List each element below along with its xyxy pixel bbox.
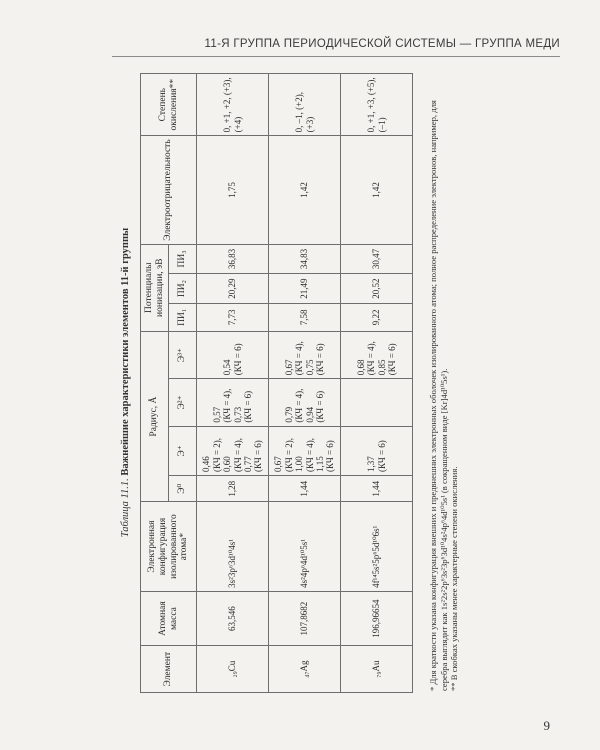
table-caption [120, 70, 131, 695]
cell-element: ₇₉Au [341, 646, 413, 693]
cell-config: 3s²3p⁶3d¹⁰4s¹ [197, 502, 269, 592]
cell-ox: 0, –1, (+2), (+3) [269, 74, 341, 136]
table-row [341, 74, 413, 693]
page-number: 9 [543, 718, 550, 733]
table-row [269, 74, 341, 693]
cell-r0: 1,44 [341, 476, 413, 502]
cell-element: ₂₉Cu [197, 646, 269, 693]
cell-config: 4s²4p⁶4d¹⁰5s¹ [269, 502, 341, 592]
landscape-content [110, 70, 480, 695]
col-header-atomic-mass: Атомная масса [141, 591, 197, 645]
caption-title: Важнейшие характеристики элементов 11-й группы [120, 227, 131, 476]
cell-i1: 7,73 [197, 303, 269, 331]
cell-r3: 0,68 (КЧ = 4), 0,85 (КЧ = 6) [341, 331, 413, 378]
cell-mass: 63,546 [197, 591, 269, 645]
cell-i3: 34,83 [269, 244, 341, 274]
table-footnotes [428, 81, 460, 691]
col-header-radius: Радиус, Å [141, 331, 169, 502]
cell-i2: 21,49 [269, 274, 341, 304]
cell-mass: 107,8682 [269, 591, 341, 645]
col-header-element: Элемент [141, 646, 197, 693]
footnote-config: * Для краткости указана конфигурация внешних и предвнешних электронных оболочек изолированного атома; полное распределение электронов, например, для серебра выглядит как 1s²2s²2p⁶3s²3p⁶3d¹⁰4s²4p⁶4d¹⁰5s¹ (в сокращенном виде [Kr]4d¹⁰5s¹). [428, 100, 449, 691]
col-header-ionization: Потенциалы ионизации, эВ [141, 244, 169, 331]
col-header-oxidation: Степень окисления** [141, 74, 197, 136]
cell-mass: 196,96654 [341, 591, 413, 645]
cell-r0: 1,44 [269, 476, 341, 502]
cell-i1: 9,22 [341, 303, 413, 331]
cell-i1: 7,58 [269, 303, 341, 331]
cell-i3: 36,83 [197, 244, 269, 274]
running-header: 11-Я ГРУППА ПЕРИОДИЧЕСКОЙ СИСТЕМЫ — ГРУППА МЕДИ [204, 38, 560, 50]
col-header-r0: Э⁰ [169, 476, 197, 502]
cell-en: 1,75 [197, 136, 269, 244]
col-header-config: Электронная конфигурация изолированного атома* [141, 502, 197, 592]
properties-table [140, 73, 413, 693]
cell-r3: 0,67 (КЧ = 4), 0,75 (КЧ = 6) [269, 331, 341, 378]
col-header-i2: ПИ₂ [169, 274, 197, 304]
cell-en: 1,42 [269, 136, 341, 244]
cell-r2: 0,57 (КЧ = 4), 0,73 (КЧ = 6) [197, 379, 269, 426]
cell-r3: 0,54 (КЧ = 6) [197, 331, 269, 378]
cell-r1: 0,46 (КЧ = 2), 0,60 (КЧ = 4), 0,77 (КЧ = 6) [197, 426, 269, 475]
cell-config: 4f¹⁴5s²5p⁶5d¹⁰6s¹ [341, 502, 413, 592]
cell-r2: 0,79 (КЧ = 4), 0,94 (КЧ = 6) [269, 379, 341, 426]
col-header-electronegativity: Электроотрицательность [141, 136, 197, 244]
cell-r1: 1,37 (КЧ = 6) [341, 426, 413, 475]
cell-i3: 30,47 [341, 244, 413, 274]
cell-i2: 20,29 [197, 274, 269, 304]
col-header-r2: Э²⁺ [169, 379, 197, 426]
cell-en: 1,42 [341, 136, 413, 244]
table-row [197, 74, 269, 693]
cell-r1: 0,67 (КЧ = 2), 1,00 (КЧ = 4), 1,15 (КЧ = 6) [269, 426, 341, 475]
caption-number: Таблица 11.1. [120, 478, 131, 538]
cell-ox: 0, +1, +3, (+5), (–1) [341, 74, 413, 136]
rotated-table-block [110, 70, 480, 695]
cell-i2: 20,52 [341, 274, 413, 304]
cell-element: ₄₇Ag [269, 646, 341, 693]
cell-r2 [341, 379, 413, 426]
col-header-r3: Э³⁺ [169, 331, 197, 378]
col-header-r1: Э⁺ [169, 426, 197, 475]
header-rule [112, 56, 560, 57]
footnote-oxidation: ** В скобках указаны менее характерные степени окисления. [449, 466, 460, 691]
col-header-i1: ПИ₁ [169, 303, 197, 331]
cell-ox: 0, +1, +2, (+3), (+4) [197, 74, 269, 136]
cell-r0: 1,28 [197, 476, 269, 502]
col-header-i3: ПИ₃ [169, 244, 197, 274]
